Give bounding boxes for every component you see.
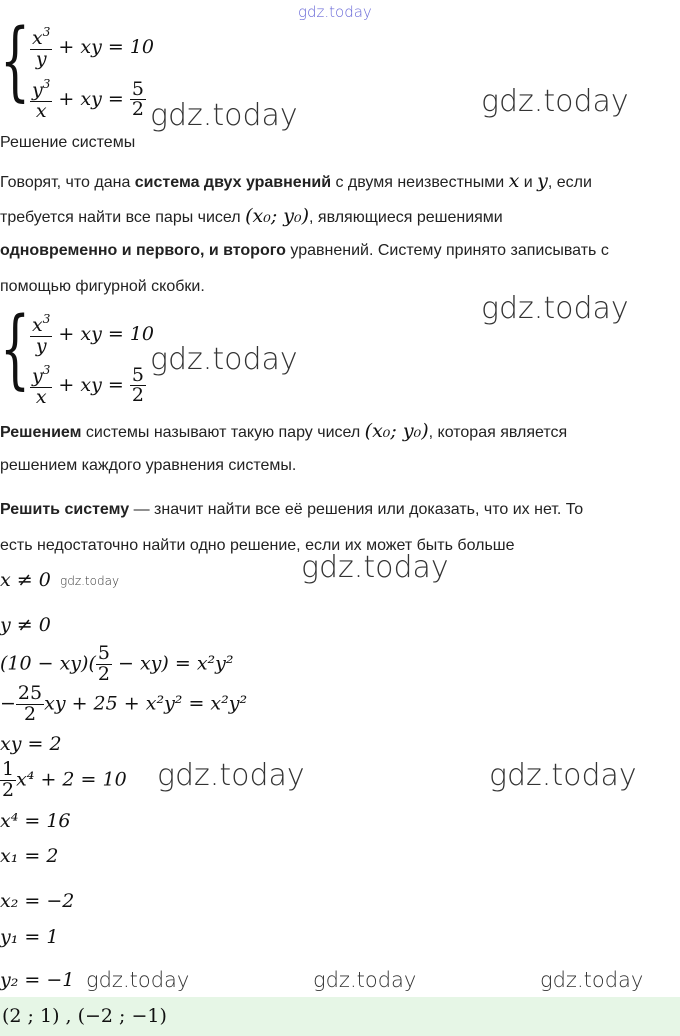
watermark: gdz.today bbox=[60, 574, 120, 588]
solution-step: xy = 2 bbox=[0, 733, 62, 755]
watermark: gdz.today bbox=[150, 342, 298, 377]
solution-step: x₁ = 2 bbox=[0, 845, 59, 867]
left-brace-icon: { bbox=[0, 11, 31, 111]
solution-step: x ≠ 0 bbox=[0, 569, 51, 591]
paragraph-line: одновременно и первого, и второго уравнений. Систему принято записывать с bbox=[0, 242, 609, 259]
watermark: gdz.today bbox=[301, 550, 449, 585]
watermark: gdz.today bbox=[489, 758, 637, 793]
watermark: gdz.today bbox=[540, 968, 644, 992]
system-eq1: $\frac{x^3}{y}$ + xy = 10 bbox=[32, 312, 154, 357]
watermark: gdz.today bbox=[313, 968, 417, 992]
paragraph-line: Решить систему — значит найти все её решения или доказать, что их нет. То bbox=[0, 501, 584, 518]
paragraph-line: Решением системы называют такую пару чисел (x₀; y₀), которая является bbox=[0, 420, 568, 442]
system-eq2: $\frac{y^3}{x}$ + xy = $\frac{5}{2}$ bbox=[32, 363, 144, 408]
paragraph-line: Говорят, что дана система двух уравнений с двумя неизвестными x и y, если bbox=[0, 170, 592, 192]
section-heading: Решение системы bbox=[0, 134, 136, 151]
solution-step: (10 − xy)( $\frac{5}{2}$ − xy) = x²y² bbox=[0, 642, 234, 685]
watermark: gdz.today bbox=[150, 98, 298, 133]
watermark: gdz.today bbox=[481, 291, 629, 326]
paragraph-line: решением каждого уравнения системы. bbox=[0, 457, 297, 474]
paragraph-line: требуется найти все пары чисел (x₀; y₀), являющиеся решениями bbox=[0, 205, 503, 227]
watermark: gdz.today bbox=[481, 84, 629, 119]
watermark: gdz.today bbox=[86, 968, 190, 992]
answer-text: (2 ; 1) , (−2 ; −1) bbox=[2, 1005, 167, 1027]
system-eq1: $\frac{x^3}{y}$ + xy = 10 bbox=[32, 25, 154, 70]
solution-step: − $\frac{25}{2}$ xy + 25 + x²y² = x²y² bbox=[0, 682, 248, 725]
watermark: gdz.today bbox=[157, 758, 305, 793]
solution-step: $\frac{1}{2}$ x⁴ + 2 = 10 bbox=[2, 758, 127, 801]
paragraph-line: есть недостаточно найти одно решение, если их может быть больше bbox=[0, 537, 515, 554]
solution-step: y ≠ 0 bbox=[0, 614, 51, 636]
system-eq2: $\frac{y^3}{x}$ + xy = $\frac{5}{2}$ bbox=[32, 77, 144, 122]
left-brace-icon: { bbox=[0, 299, 31, 399]
solution-step: x⁴ = 16 bbox=[0, 810, 71, 832]
watermark-top: gdz.today bbox=[298, 3, 372, 21]
solution-step: y₁ = 1 bbox=[0, 926, 59, 948]
solution-step: x₂ = −2 bbox=[0, 890, 75, 912]
solution-step: y₂ = −1 bbox=[0, 969, 75, 991]
paragraph-line: помощью фигурной скобки. bbox=[0, 278, 205, 295]
